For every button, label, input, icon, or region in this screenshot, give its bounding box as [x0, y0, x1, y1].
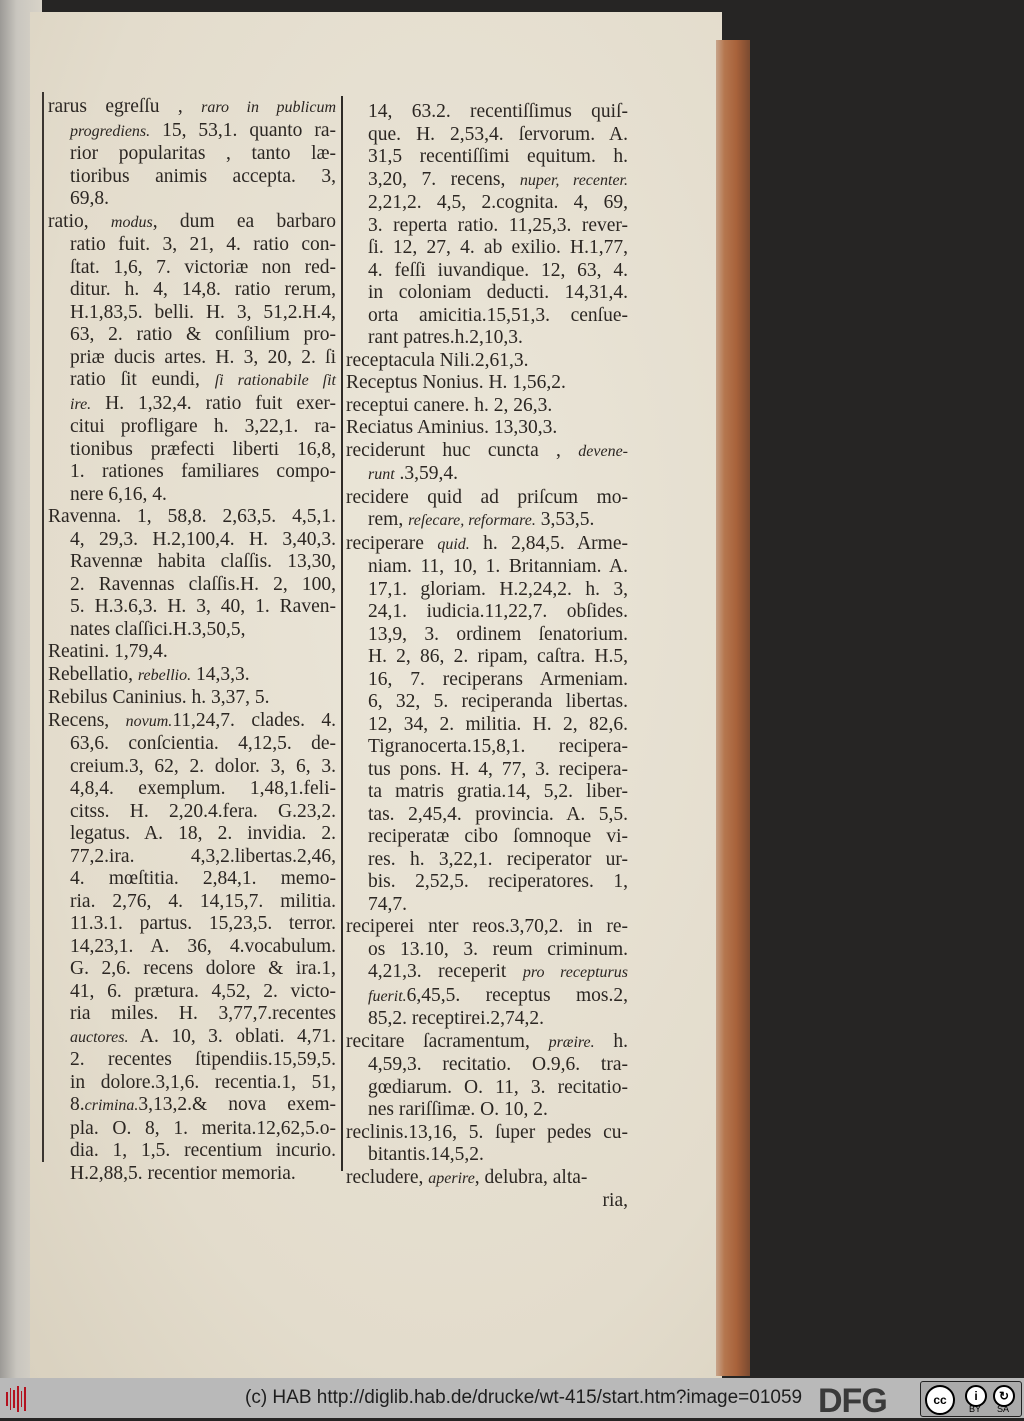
index-continuation-line [346, 759, 628, 782]
text-run: 15, 53,1. quanto ra- [150, 119, 336, 141]
index-continuation-line [346, 736, 628, 759]
index-continuation-line [346, 939, 628, 962]
text-run: ria miles. H. 3,77,7.recentes [70, 1003, 336, 1024]
italic-gloss: runt [368, 466, 395, 483]
text-run: reclinis.13,16, 5. ſuper pedes cu- [346, 1121, 628, 1143]
text-run: tioribus animis accepta. 3, [70, 165, 336, 187]
by-icon: i [965, 1385, 987, 1407]
index-continuation-line [48, 1026, 336, 1050]
index-continuation-line [48, 369, 336, 393]
italic-gloss: rebellio. [137, 666, 192, 684]
index-entry-line [48, 710, 336, 734]
text-run: 24,1. iudicia.11,22,7. obſides. [368, 601, 628, 622]
text-run: G. 2,6. recens dolore & ira.1, [70, 958, 336, 979]
index-entry-line [346, 533, 628, 557]
index-continuation-line [48, 279, 336, 302]
index-continuation-line [48, 439, 336, 462]
index-continuation-line [48, 936, 336, 959]
index-continuation-line [346, 1008, 628, 1031]
index-continuation-line [48, 1072, 336, 1095]
text-run: pla. O. 8, 1. merita.12,62,5.o- [70, 1117, 336, 1139]
index-continuation-line [48, 823, 336, 846]
text-run: 16, 7. reciperans Armeniam. [368, 668, 628, 690]
text-run: creium.3, 62, 2. dolor. 3, 6, 3. [70, 755, 336, 777]
copyright-link[interactable]: (c) HAB http://diglib.hab.de/drucke/wt-415/start.htm?image=01059 [245, 1387, 803, 1408]
text-run: Ravennæ habita claſſis. 13,30, [70, 551, 336, 572]
index-continuation-line [346, 579, 628, 602]
text-run: receptacula Nili.2,61,3. [346, 349, 529, 371]
text-run: 5. H.3.6,3. H. 3, 40, 1. Raven- [70, 596, 336, 617]
index-continuation-line [346, 961, 628, 985]
index-continuation-line [346, 215, 628, 238]
index-entry-line [346, 487, 628, 510]
text-run: recitare ſacramentum, [346, 1030, 549, 1052]
margin-rule [42, 92, 44, 1162]
italic-gloss: raro in publicum [201, 99, 336, 116]
index-continuation-line [346, 556, 628, 579]
text-run: recludere, [346, 1166, 429, 1188]
index-continuation-line [48, 619, 336, 642]
text-run: reciperei nter reos.3,70,2. in re- [346, 916, 628, 937]
index-continuation-line [346, 826, 628, 849]
catchword [346, 1190, 628, 1213]
text-run: legatus. A. 18, 2. invidia. 2. [70, 823, 336, 844]
index-entry-line [48, 664, 336, 688]
text-run: tas. 2,45,4. provincia. A. 5,5. [368, 803, 628, 825]
text-run: H.1,83,5. belli. H. 3, 51,2.H.4, [70, 301, 336, 323]
text-run: 2,21,2. 4,5, 2.cognita. 4, 69, [368, 192, 628, 213]
text-run: 4,8,4. exemplum. 1,48,1.feli- [70, 778, 336, 799]
text-run: reciperatæ cibo ſomnoque vi- [368, 826, 628, 847]
index-continuation-line [346, 714, 628, 737]
text-run: 3,13,2.& nova exem- [138, 1094, 336, 1115]
index-column-right [346, 101, 628, 1213]
index-entry-line [346, 1031, 628, 1055]
sa-icon: ↻ [993, 1385, 1015, 1407]
text-run: ditur. h. 4, 14,8. ratio rerum, [70, 279, 336, 300]
italic-gloss: ire. [70, 395, 92, 413]
hab-logo-icon [6, 1386, 26, 1412]
footer-bar [0, 1378, 1024, 1418]
index-continuation-line [48, 981, 336, 1004]
index-continuation-line [346, 691, 628, 714]
index-continuation-line [48, 143, 336, 166]
text-run: H. 2, 86, 2. ripam, caſtra. H.5, [368, 646, 628, 667]
text-run: nates claſſici.H.3,50,5, [70, 618, 246, 640]
text-run: Tigranocerta.15,8,1. recipera- [368, 736, 628, 757]
text-run: niam. 11, 10, 1. Britanniam. A. [368, 556, 628, 577]
index-continuation-line [346, 601, 628, 624]
text-run: tionibus præfecti liberti 16,8, [70, 438, 336, 460]
text-run: 74,7. [368, 893, 407, 915]
italic-gloss: fuerit. [368, 987, 407, 1005]
text-run: ratio fuit. 3, 21, 4. ratio con- [70, 234, 336, 255]
text-run: 8. [70, 1094, 85, 1115]
index-continuation-line [346, 849, 628, 872]
text-run: 4, 29,3. H.2,100,4. H. 3,40,3. [70, 528, 336, 550]
text-run: 11.3.1. partus. 15,23,5. terror. [70, 913, 336, 934]
index-continuation-line [346, 1054, 628, 1077]
index-entry-line [48, 96, 336, 120]
index-continuation-line [48, 324, 336, 347]
index-continuation-line [48, 574, 336, 597]
text-run: Rebilus Caninius. h. 3,37, 5. [48, 687, 270, 708]
index-entry-line [346, 372, 628, 395]
text-run: 6, 32, 5. reciperanda libertas. [368, 691, 628, 712]
index-continuation-line [48, 461, 336, 484]
text-run: 1. rationes familiares compo- [70, 461, 336, 482]
index-continuation-line [346, 646, 628, 669]
text-run: 4. feſſi iuvandique. 12, 63, 4. [368, 259, 628, 281]
index-continuation-line [48, 1163, 336, 1186]
text-run: 14,23,1. A. 36, 4.vocabulum. [70, 935, 336, 957]
page-edge [716, 40, 750, 1376]
index-continuation-line [48, 416, 336, 439]
text-run: dia. 1, 1,5. recentium incurio. [70, 1140, 336, 1161]
index-continuation-line [48, 188, 336, 211]
text-run: Reciatus Aminius. 13,30,3. [346, 417, 558, 438]
index-continuation-line [48, 120, 336, 144]
index-continuation-line [346, 327, 628, 350]
italic-gloss: aperire [428, 1169, 475, 1187]
cc-license-badge[interactable] [920, 1381, 1022, 1417]
italic-gloss: crimina. [84, 1097, 139, 1114]
text-run: Reatini. 1,79,4. [48, 641, 168, 662]
cc-by-label: BY [969, 1404, 982, 1414]
text-run: reciderunt huc cuncta , [346, 439, 579, 461]
text-run: 41, 6. prætura. 4,52, 2. victo- [70, 980, 336, 1002]
text-run: que. H. 2,53,4. ſervorum. A. [368, 123, 628, 145]
index-continuation-line [346, 985, 628, 1009]
text-run: 4. mœſtitia. 2,84,1. memo- [70, 868, 336, 889]
text-run: ria, [602, 1190, 628, 1211]
text-run: 4,59,3. recitatio. O.9,6. tra- [368, 1054, 628, 1075]
index-continuation-line [48, 801, 336, 824]
text-run: ria. 2,76, 4. 14,15,7. militia. [70, 890, 336, 912]
index-continuation-line [48, 393, 336, 417]
index-continuation-line [346, 1099, 628, 1122]
index-continuation-line [48, 778, 336, 801]
text-run: H. 1,32,4. ratio fuit exer- [91, 392, 336, 414]
text-run: in coloniam deducti. 14,31,4. [368, 282, 628, 303]
italic-gloss: nuper, recenter. [519, 171, 628, 189]
text-run: gœdiarum. O. 11, 3. recitatio- [368, 1076, 628, 1098]
text-run: citui profligare h. 3,22,1. ra- [70, 416, 336, 437]
index-entry-line [346, 395, 628, 418]
dfg-logo: DFG [818, 1382, 887, 1420]
text-run: h. [594, 1030, 628, 1052]
index-continuation-line [346, 669, 628, 692]
italic-gloss: reſecare, reformare. [408, 512, 536, 529]
text-run: 2. recentes ſtipendiis.15,59,5. [70, 1049, 336, 1070]
index-entry-line [346, 417, 628, 440]
text-run: rior popularitas , tanto læ- [70, 143, 336, 164]
text-run: res. h. 3,22,1. reciperator ur- [368, 848, 628, 870]
index-continuation-line [346, 804, 628, 827]
text-run: ratio ſit eundi, [70, 369, 215, 390]
text-run: 69,8. [70, 188, 109, 209]
index-continuation-line [48, 1003, 336, 1026]
index-continuation-line [48, 868, 336, 891]
index-continuation-line [346, 781, 628, 804]
text-run: Ravenna. 1, 58,8. 2,63,5. 4,5,1. [48, 506, 336, 527]
italic-gloss: pro recepturus [522, 964, 628, 981]
index-continuation-line [346, 509, 628, 533]
cc-icon: cc [925, 1385, 955, 1415]
text-run: 31,5 recentiſſimi equitum. h. [368, 146, 628, 167]
text-run: receptui canere. h. 2, 26,3. [346, 394, 553, 416]
index-continuation-line [48, 347, 336, 370]
index-continuation-line [346, 463, 628, 487]
text-run: 3. reperta ratio. 11,25,3. rever- [368, 214, 628, 236]
index-continuation-line [346, 282, 628, 305]
text-run: ſtat. 1,6, 7. victoriæ non red- [70, 256, 336, 278]
text-run: priæ ducis artes. H. 3, 20, 2. ſi [70, 346, 336, 368]
text-run: orta amicitia.15,51,3. cenſue- [368, 304, 628, 326]
text-run: , delubra, alta- [474, 1166, 588, 1188]
text-run: 17,1. gloriam. H.2,24,2. h. 3, [368, 578, 628, 600]
text-run: , dum ea barbaro [152, 210, 337, 232]
text-run: A. 10, 3. oblati. 4,71. [128, 1025, 336, 1047]
index-entry-line [48, 641, 336, 664]
index-continuation-line [48, 596, 336, 619]
text-run: Receptus Nonius. H. 1,56,2. [346, 372, 566, 393]
index-entry-line [346, 1167, 628, 1191]
text-run: .3,59,4. [394, 463, 459, 484]
text-run: tus pons. H. 4, 77, 3. recipera- [368, 758, 628, 780]
index-continuation-line [48, 1094, 336, 1118]
index-continuation-line [346, 305, 628, 328]
italic-gloss: quid. [437, 535, 470, 553]
cc-sa-label: SA [997, 1404, 1010, 1414]
text-run: h. 2,84,5. Arme- [469, 532, 628, 554]
index-entry-line [346, 916, 628, 939]
italic-gloss: modus [110, 213, 153, 231]
index-continuation-line [346, 260, 628, 283]
text-run: Recens, [48, 709, 126, 731]
text-run: Rebellatio, [48, 663, 138, 685]
text-run: nere 6,16, 4. [70, 483, 167, 505]
text-run: ta matris gratia.14, 5,2. liber- [368, 781, 628, 802]
index-entry-line [346, 1122, 628, 1145]
index-continuation-line [346, 169, 628, 193]
index-entry-line [48, 506, 336, 529]
text-run: 2. Ravennas claſſis.H. 2, 100, [70, 573, 336, 595]
text-run: recidere quid ad priſcum mo- [346, 486, 628, 508]
index-continuation-line [48, 166, 336, 189]
index-entry-line [48, 211, 336, 235]
text-run: in dolore.3,1,6. recentia.1, 51, [70, 1071, 336, 1093]
text-run: 85,2. receptirei.2,74,2. [368, 1008, 544, 1029]
text-run: citss. H. 2,20.4.fera. G.23,2. [70, 800, 336, 822]
text-run: 13,9, 3. ordinem ſenatorium. [368, 623, 628, 645]
italic-gloss: progrediens. [70, 122, 151, 140]
text-run: 3,20, 7. recens, [368, 168, 520, 190]
text-run: H.2,88,5. recentior memoria. [70, 1162, 296, 1184]
index-continuation-line [346, 894, 628, 917]
text-run: 14, 63.2. recentiſſimus quiſ- [368, 101, 628, 122]
index-continuation-line [346, 192, 628, 215]
text-run: reciperare [346, 532, 438, 554]
text-run: 77,2.ira. 4,3,2.libertas.2,46, [70, 845, 336, 867]
text-run: 63,6. conſcientia. 4,12,5. de- [70, 733, 336, 754]
text-run: 6,45,5. receptus mos.2, [406, 984, 628, 1006]
italic-gloss: auctores. [70, 1028, 129, 1046]
index-continuation-line [48, 733, 336, 756]
index-continuation-line [48, 756, 336, 779]
index-continuation-line [346, 624, 628, 647]
text-run: rem, [368, 509, 409, 530]
index-continuation-line [48, 1140, 336, 1163]
text-run: 4,21,3. receperit [368, 961, 523, 982]
index-continuation-line [48, 529, 336, 552]
italic-gloss: præire. [548, 1033, 595, 1051]
text-run: 12, 34, 2. militia. H. 2, 82,6. [368, 713, 628, 735]
index-entry-line [346, 350, 628, 373]
italic-gloss: ſi rationabile ſit [214, 372, 336, 389]
index-continuation-line [346, 1144, 628, 1167]
index-continuation-line [48, 484, 336, 507]
index-continuation-line [346, 1077, 628, 1100]
index-continuation-line [346, 124, 628, 147]
index-continuation-line [48, 1118, 336, 1141]
text-run: ſi. 12, 27, 4. ab exilio. H.1,77, [368, 237, 628, 258]
index-continuation-line [48, 891, 336, 914]
index-entry-line [48, 687, 336, 710]
text-run: ratio, [48, 210, 111, 232]
column-divider [341, 96, 343, 1171]
index-continuation-line [48, 257, 336, 280]
index-continuation-line [48, 958, 336, 981]
text-run: bis. 2,52,5. reciperatores. 1, [368, 871, 628, 892]
index-continuation-line [48, 302, 336, 325]
text-run: 3,53,5. [535, 509, 595, 530]
index-continuation-line [48, 846, 336, 869]
text-run: rant patres.h.2,10,3. [368, 327, 523, 348]
text-run: os 13.10, 3. reum criminum. [368, 938, 628, 960]
index-continuation-line [48, 551, 336, 574]
text-run: nes rariſſimæ. O. 10, 2. [368, 1099, 548, 1120]
index-column-left [48, 96, 336, 1185]
text-run: rarus egreſſu , [48, 96, 202, 117]
text-run: 14,3,3. [191, 663, 250, 685]
index-continuation-line [346, 237, 628, 260]
index-continuation-line [346, 101, 628, 124]
index-continuation-line [48, 1049, 336, 1072]
index-entry-line [346, 440, 628, 464]
index-continuation-line [346, 871, 628, 894]
italic-gloss: devene- [578, 442, 628, 460]
italic-gloss: novum. [125, 712, 173, 730]
index-continuation-line [48, 234, 336, 257]
text-run: bitantis.14,5,2. [368, 1144, 484, 1165]
index-continuation-line [48, 913, 336, 936]
text-run: 63, 2. ratio & conſilium pro- [70, 324, 336, 345]
index-continuation-line [346, 146, 628, 169]
text-run: 11,24,7. clades. 4. [172, 709, 337, 731]
